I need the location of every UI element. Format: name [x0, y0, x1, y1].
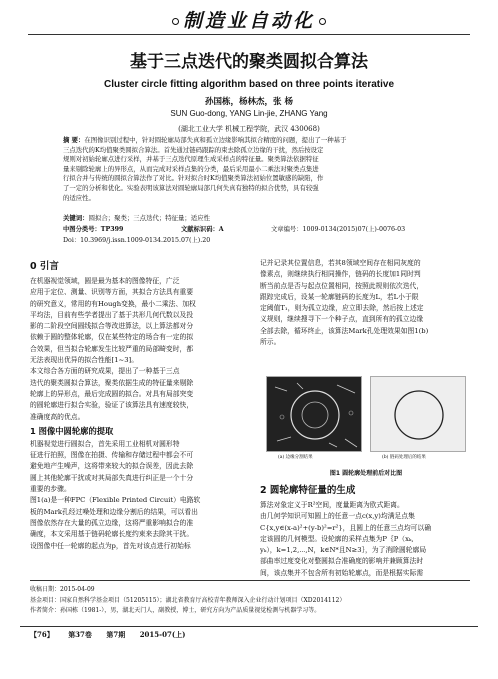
- page-footer: [30, 630, 197, 640]
- body-line: 图像依然存在大量的孤立边缘，这将严重影响拟合的准: [30, 518, 194, 527]
- chain-code-result-image: [371, 377, 466, 452]
- abstract-line: 规则对初始轮廓点进行采样，并基于三点迭代原理生成采样点的特征量。聚类算法依据特征: [63, 155, 319, 164]
- body-line: 图1(a)是一种FPC（Flexible Printed Circuit）电路软: [30, 496, 201, 505]
- body-line: 设图像中任一轮廓的起点为p，首先对该点进行初始标: [30, 541, 191, 550]
- affiliation: (湖北工业大学 机械工程学院，武汉 430068): [178, 125, 320, 133]
- body-line: 机器视觉进行圆拟合，首先采用工业相机对圆形特: [30, 439, 180, 448]
- body-line: 像素点，则继续执行相同操作，链码的长度加1同时判: [260, 270, 421, 279]
- body-line: 部曲率过度变化对整圆拟合准确度的影响并兼顾算法时: [260, 557, 424, 566]
- body-line: C{x,y∈(x-a)²+(y-b)²=r²}，且圆上的任意三点均可以确: [260, 523, 432, 532]
- body-line: 断当前点是否与起点位置相同，按照此规则依次迭代，: [260, 281, 424, 290]
- keywords-text: 圆拟合；聚类；三点迭代；特征量；适应性: [88, 214, 210, 222]
- body-line: 在机器视觉领域，圆是最为基本的图像特征，广泛: [30, 277, 180, 285]
- received-date: 收稿日期：2015-04-09: [30, 586, 95, 593]
- body-line: 合效果，但当拟合轮廓发生比较严重的局部畸变时，都: [30, 344, 194, 353]
- body-line: 由几何学知识可知圆上的任意一点c(x,y)均满足点集: [260, 512, 415, 521]
- figure-caption: 图1 圆轮廓处理前后对比图: [329, 470, 403, 477]
- figure-subcaption-a: (a) 边缘分割结果: [278, 455, 313, 460]
- journal-logo: [0, 6, 498, 33]
- body-line: 重要的步骤。: [30, 485, 71, 494]
- body-line: 所示。: [260, 338, 281, 347]
- header-rule: [28, 34, 470, 35]
- authors-en: SUN Guo-dong, YANG Lin-jie, ZHANG Yang: [170, 109, 328, 118]
- paper-title-cn: 基于三点迭代的聚类圆拟合算法: [130, 52, 368, 72]
- body-line: 间，该点集并不包含所有初始轮廓点，而是根据实际需: [260, 568, 424, 577]
- keywords-label: 关键词：: [63, 214, 89, 222]
- figure-subcaption-b: (b) 链码处理后的结果: [382, 455, 426, 460]
- clc-number: 中图分类号：TP399: [63, 226, 124, 233]
- abstract-line: 量来剔除轮廓上的异形点，从而完成对采样点集的分类，最后采用最小二乘法对聚类点集进: [63, 164, 319, 173]
- body-line: 平均法，目前有些学者提出了基于共形几何代数以及投: [30, 310, 194, 319]
- figure-1: [266, 376, 466, 462]
- body-line: 无法表现出优异的拟合性能[1~3]。: [30, 356, 139, 365]
- footer-rule: [20, 626, 478, 627]
- body-line: 板的Mark孔经过噪处理和边缘分割后的结果，可以看出: [30, 507, 198, 516]
- abstract: [63, 136, 438, 203]
- author-bio: 作者简介：孙国栋（1981-），男，湖北天门人，副教授，博士，研究方向为产品质量视觉检测与机器学习等。: [30, 607, 321, 614]
- body-line: 圆上其他轮廓干扰或对其局部失真进行纠正是一个十分: [30, 473, 194, 482]
- abstract-line: 行拟合并与传统的圆拟合算法作了对比。针对拟合时K均值聚类算法初始位置敏感的缺陷，作: [63, 174, 324, 183]
- article-number: 文章编号：1009-0134(2015)07(上)-0076-03: [271, 226, 406, 233]
- paper-title-en: Cluster circle fitting algorithm based on three points iterative: [103, 79, 395, 90]
- abstract-text: 在图像识别过程中，针对圆轮廓局部失真和孤立边缘影响其拟合精度的问题，提出了一种基于: [84, 136, 347, 144]
- footnote-rule: [30, 580, 470, 581]
- page-number: 【76】: [30, 630, 54, 639]
- abstract-line: 的适应性。: [63, 193, 95, 202]
- journal-name: 制造业自动化: [182, 10, 315, 32]
- authors-cn: 孙国栋，杨林杰，张 杨: [205, 97, 293, 107]
- section-heading-intro: 0 引言: [30, 261, 59, 272]
- body-line: 影的二阶段空间圆线拟合等改进算法，以上算法都对分: [30, 322, 194, 331]
- body-line: 应用于定位、测量、识别等方面，其拟合方法具有重要: [30, 288, 194, 297]
- left-column: [30, 258, 250, 552]
- abstract-line: [63, 136, 438, 146]
- body-line: 避免地产生噪声，这将带来较大的拟合误差，因此去除: [30, 462, 194, 471]
- edge-segmentation-image: [267, 377, 362, 452]
- body-line: 记并记录其位置信息，若其8领域空间存在相同灰度的: [260, 259, 421, 267]
- issue: 第7期: [106, 630, 126, 639]
- body-line: 迭代的聚类圆拟合算法，聚类依据生成的特征量来剔除: [30, 378, 194, 387]
- funding: 基金项目：国家自然科学基金项目（51205115）；湖北省教育厅高校青年教师深入企业行动计划项目（XD2014112）: [30, 596, 346, 604]
- body-line: 征进行拍照，图像在拍摄、传输和存储过程中都会不可: [30, 451, 194, 460]
- body-line: 义规则，继续搜寻下一个种子点，直到所有的孤立边缘: [260, 315, 424, 324]
- right-column-section-2: [260, 482, 472, 579]
- body-line: 全部去除，循环终止，该算法Mark孔处理效果如图1(b): [260, 326, 429, 335]
- section-heading-2: 2 圆轮廓特征量的生成: [260, 485, 356, 496]
- body-line: 确度，本文采用基于链码轮廓长度约束来去除其干扰。: [30, 530, 194, 539]
- body-line: 本文综合各方面的研究成果，提出了一种基于三点: [30, 367, 180, 376]
- footnotes: [30, 585, 470, 617]
- body-line: 的圆轮廓进行拟合实验，验证了该算法具有速度较快，: [30, 401, 194, 410]
- issue-date: 2015-07(上): [139, 630, 186, 639]
- body-line: yₖ），k=1,2,⋯,N，k∈N*且N≥3｝，为了消除圆轮廓局: [260, 546, 427, 555]
- abstract-line: 三点迭代的K均值聚类圆拟合算法。首先通过链码跟踪的束去除孤立边缘的干扰，然后按设定: [63, 145, 324, 154]
- right-column: [260, 258, 472, 348]
- document-code: 文献标识码：A: [181, 226, 224, 233]
- abstract-line: 了一定的分析和优化。实验表明该算法对圆轮廓局部几何失真有独特的拟合优势，具有较强: [63, 183, 319, 192]
- logo-decoration-icon: [319, 18, 326, 25]
- doi: Doi：10.3969/j.issn.1009-0134.2015.07(上).20: [63, 237, 211, 244]
- figure-panel-b: [370, 376, 466, 452]
- figure-panel-a: [266, 376, 362, 452]
- keywords: [63, 213, 438, 222]
- body-line: 轮廓上的异形点，最后完成圆的拟合。对具有局部突变: [30, 389, 194, 398]
- abstract-label: 摘 要：: [63, 136, 85, 144]
- body-line: 算法对象定义于R²空间，度量距离为欧式距离。: [260, 501, 404, 509]
- body-line: 跟踪完成后，设某一轮廓链码的长度为L，若L小于限: [260, 292, 419, 301]
- body-line: 准确度高的优点。: [30, 412, 85, 421]
- logo-decoration-icon: [172, 18, 179, 25]
- body-line: 的研究意义，常用的有Hough变换，最小二乘法、加权: [30, 299, 196, 308]
- section-heading-1: 1 图像中圆轮廓的提取: [30, 425, 114, 436]
- body-line: 定阈值T₁，则为孤立边缘，应立即去除，然后按上述定: [260, 304, 424, 313]
- body-line: 定该圆的几何模型。设轮廓的采样点集为P｛P（xₖ,: [260, 534, 414, 543]
- body-line: 依赖于圆的整体轮廓，仅在某些特定的场合有一定的拟: [30, 333, 194, 342]
- volume: 第37卷: [68, 630, 92, 639]
